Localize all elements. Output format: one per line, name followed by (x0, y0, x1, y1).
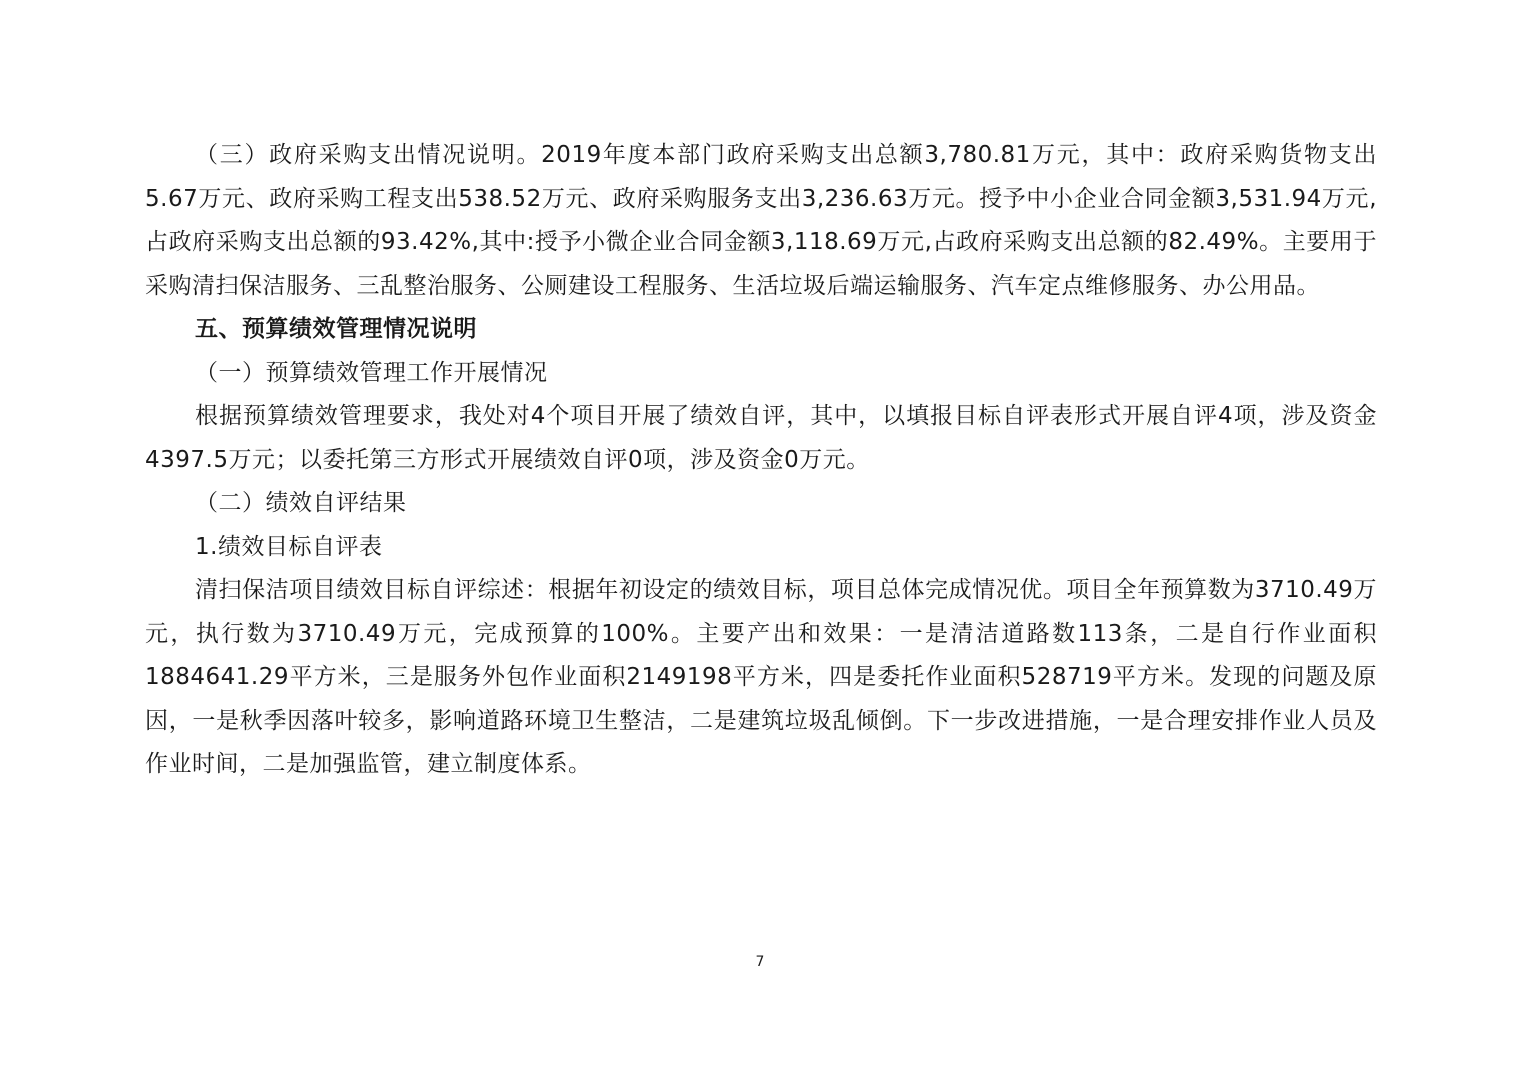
paragraph-evaluation-overview: 根据预算绩效管理要求，我处对4个项目开展了绩效自评，其中，以填报目标自评表形式开展自评4项，涉及资金4397.5万元；以委托第三方形式开展绩效自评0项，涉及资金0万元。 (145, 403, 1377, 473)
paragraph-procurement: （三）政府采购支出情况说明。2019年度本部门政府采购支出总额3,780.81万元，其中：政府采购货物支出5.67万元、政府采购工程支出538.52万元、政府采购服务支出3,236.63万元。授予中小企业合同金额3,531.94万元,占政府采购支出总额的93.42%,其中:授予小微企业合同金额3,118.69万元,占政府采购支出总额的82.49%。主要用于采购清扫保洁服务、三乱整治服务、公厕建设工程服务、生活垃圾后端运输服务、汽车定点维修服务、办公用品。 (145, 142, 1377, 299)
subheading-evaluation-results: （二）绩效自评结果 (195, 490, 407, 516)
page-number: 7 (755, 954, 765, 970)
section-heading-budget-performance: 五、预算绩效管理情况说明 (195, 316, 477, 342)
subheading-performance-work: （一）预算绩效管理工作开展情况 (195, 359, 548, 386)
document-body (145, 134, 1377, 787)
paragraph-cleaning-summary: 清扫保洁项目绩效目标自评综述：根据年初设定的绩效目标，项目总体完成情况优。项目全年预算数为3710.49万元，执行数为3710.49万元，完成预算的100%。主要产出和效果：一是清洁道路数113条，二是自行作业面积1884641.29平方米，三是服务外包作业面积2149198平方米，四是委托作业面积528719平方米。发现的问题及原因，一是秋季因落叶较多，影响道路环境卫生整洁，二是建筑垃圾乱倾倒。下一步改进措施，一是合理安排作业人员及作业时间，二是加强监管，建立制度体系。 (145, 577, 1377, 777)
item-heading-self-evaluation-table: 1.绩效目标自评表 (195, 533, 383, 560)
